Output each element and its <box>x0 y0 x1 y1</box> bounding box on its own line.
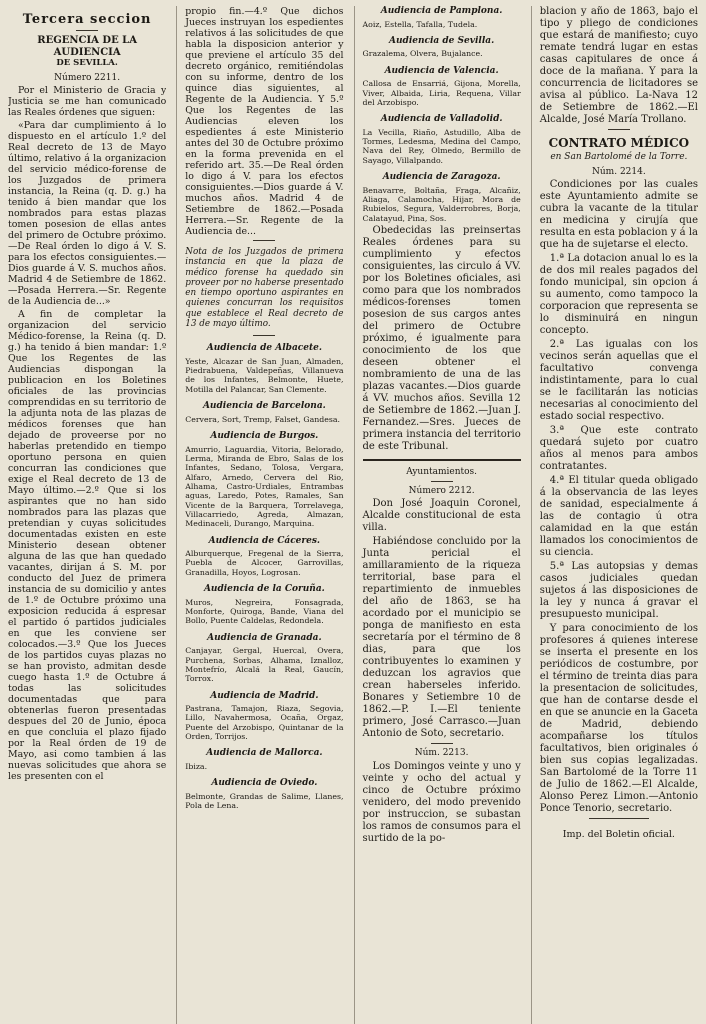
audiencia-places: Grazalema, Olvera, Bujalance. <box>362 49 483 59</box>
notice-number: Núm. 2214. <box>592 166 646 177</box>
audiencia-name: Audiencia de Cáceres. <box>208 535 321 546</box>
audiencia-places: Amurrio, Laguardia, Vitoria, Belorado, Lerma, Miranda de Ebro, Salas de los Infantes, Sedano, Tolosa, Vergara, Alfaro, Arnedo, Cervera del Rio, Alhama, Castro-Urdiales, Entrambas aguas, Laredo, Potes, Ramales, San Vicente de la Barquera, Torrelavega, Villacarriedo, Agreda, Almazan, Medinaceli, Durango, Marquina. <box>185 444 344 529</box>
notice-number: Número 2211. <box>54 72 121 83</box>
audiencia-places: Callosa de Ensarriá, Gijona, Morella, Viver, Albaida, Liria, Requena, Villar del Arzobispo. <box>362 79 521 107</box>
audiencia-name: Audiencia de Zaragoza. <box>382 172 501 183</box>
audiencia-places: Ibiza. <box>185 762 208 771</box>
section-divider <box>363 459 521 461</box>
divider <box>589 818 649 819</box>
audiencia-name: Audiencia de la Coruña. <box>203 584 325 595</box>
audiencia-name: Audiencia de Albacete. <box>206 343 323 354</box>
divider <box>431 743 453 744</box>
audiencia-places: Belmonte, Grandas de Salime, Llanes, Pola de Lena. <box>185 791 344 811</box>
audiencia-places: Alburquerque, Fregenal de la Sierra, Puebla de Alcocer, Garrovillas, Granadilla, Hoyos, Logrosan. <box>185 549 344 577</box>
paragraph: Y para conocimiento de los profesores á quienes interese se inserta el presente en los periódicos de costumbre, por el término de treinta dias para la presentacion de solicitudes, que han de contarse desde el en que se anuncie en la Gaceta de Madrid, debiendo acompañarse los títulos facultativos, bien originales ó bien sus copias legalizadas. San Bartolomé de la Torre 11 de Julio de 1862.—El Alcalde, Alonso Perez Limon.—Antonio Ponce Tenorio, secretario. <box>539 623 698 815</box>
closing-paragraph: Obedecidas las preinsertas Reales órdenes para su cumplimiento y efectos consiguientes, las circulo á VV. por los Boletines oficiales, asi como para que los nombrados médicos-forenses tomen posesion de sus cargos antes del primero de Octubre próximo, é igualmente para conocimiento de los que deseen obtener el nombramiento de una de las plazas vacantes.—Dios guarde á VV. muchos años. Sevilla 12 de Setiembre de 1862.—Juan J. Fernandez.—Sres. Jueces de primera instancia del territorio de este Tribunal. <box>362 225 521 453</box>
regencia-header: REGENCIA DE LA AUDIENCIA <box>37 35 137 58</box>
audiencia-name: Audiencia de Valladolid. <box>380 114 503 125</box>
paragraph: 2.ª Las igualas con los vecinos serán aquellas que el facultativo convenga indistintamente, para lo cual se le facilitarán las noticias necesarias al conocimiento del estado social respectivo. <box>539 339 698 423</box>
audiencia-places: Yeste, Alcazar de San Juan, Almaden, Piedrabuena, Valdepeñas, Villanueva de los Infantes, Belmonte, Huete, Motilla del Palancar, San Clemente. <box>185 356 344 394</box>
notice-number: Número 2212. <box>408 485 475 496</box>
audiencia-places: Pastrana, Tamajon, Riaza, Segovia, Lillo, Navahermosa, Ocaña, Orgaz, Puente del Arzobispo, Quintanar de la Orden, Torrijos. <box>185 704 344 742</box>
audiencia-name: Audiencia de Sevilla. <box>389 35 495 46</box>
divider <box>76 30 98 31</box>
section-title: Tercera seccion <box>22 12 152 27</box>
paragraph: 1.ª La dotacion anual lo es la de dos mil reales pagados del fondo municipal, sin opcion á su aumento, como tampoco la corporacion que representa se lo disminuirá en ningun concepto. <box>539 253 698 337</box>
audiencia-name: Audiencia de Barcelona. <box>202 401 326 412</box>
audiencia-places: La Vecilla, Riaño, Astudillo, Alba de Tormes, Ledesma, Medina del Campo, Nava del Rey, Olmedo, Bermillo de Sayago, Villalpando. <box>362 127 521 165</box>
paragraph: propio fin.—4.º Que dichos Jueces instruyan los espedientes relativos á las solicitudes de que habla la disposicion anterior y que previene el artículo 35 del decreto orgánico, remitiéndolas con su informe, dentro de los quince dias siguientes, al Regente de la Audiencia. Y 5.º Que los Regentes de las Audiencias eleven los espedientes á este Ministerio antes del 30 de Octubre próximo en la forma prevenida en el referido art. 35.—De Real órden lo digo á V. para los efectos consiguientes.—Dios guarde á V. muchos años. Madrid 4 de Setiembre de 1862.—Posada Herrera.—Sr. Regente de la Audiencia de... <box>185 6 344 237</box>
note: Nota de los Juzgados de primera instancia en que la plaza de médico forense ha quedado sin proveer por no haberse presentado en tiempo oportuno aspirantes en quienes concurran los requisitos que establece el Real decreto de 13 de mayo último. <box>185 247 344 329</box>
notice-number: Núm. 2213. <box>414 748 469 759</box>
column-3 <box>354 6 521 1024</box>
paragraph: Don José Joaquin Coronel, Alcalde constitucional de esta villa. <box>362 498 521 534</box>
audiencia-places: Cervera, Sort, Tremp, Falset, Gandesa. <box>185 414 341 424</box>
audiencia-places: Aoiz, Estella, Tafalla, Tudela. <box>362 19 478 29</box>
audiencia-name: Audiencia de Madrid. <box>210 690 319 701</box>
divider <box>253 240 275 241</box>
column-4 <box>531 6 698 1024</box>
paragraph: «Para dar cumplimiento á lo dispuesto en el artículo 1.º del Real decreto de 13 de Mayo último, relativo á la organizacion del servicio médico-forense de los Juzgados de primera instancia, la Reina (q. D. g.) ha tenido á bien mandar que los nombrados para estas plazas tomen posesion de ellas antes del primero de Octubre próximo. —De Real órden lo digo á V. S. para los efectos consiguientes.—Dios guarde á V. S. muchos años. Madrid 4 de Setiembre de 1862.—Posada Herrera.—Sr. Regente de la Audiencia de...» <box>8 120 167 308</box>
paragraph: 3.ª Que este contrato quedará sujeto por cuatro años al menos para ambos contratantes. <box>539 425 698 473</box>
audiencia-name: Audiencia de Mallorca. <box>206 748 323 759</box>
audiencia-places: Muros, Negreira, Fonsagrada, Monforte, Quiroga, Bande, Viana del Bollo, Puente Caldelas, Redondela. <box>185 597 344 626</box>
paragraph: Habiéndose concluido por la Junta pericial el amillaramiento de la riqueza territorial, base para el repartimiento de inmuebles del año de 1863, se ha acordado por el municipio se ponga de manifiesto en esta secretaría por el término de 8 dias, para que los contribuyentes lo examinen y deduzcan los agravios que crean haberseles inferido. Bonares y Setiembre 10 de 1862.—P. I.—El teniente primero, José Carrasco.—Juan Antonio de Soto, secretario. <box>362 536 521 740</box>
contrato-location: en San Bartolomé de la Torre. <box>550 152 688 163</box>
divider <box>431 481 453 482</box>
paragraph: Condiciones por las cuales este Ayuntamiento admite se cubra la vacante de la titular en medicina y cirujía que resulta en esta poblacion y á la que ha de sujetarse el electo. <box>539 179 698 251</box>
divider <box>608 129 630 130</box>
audiencia-name: Audiencia de Burgos. <box>210 431 319 441</box>
imprint: Imp. del Boletin oficial. <box>562 829 675 841</box>
regencia-subheader: DE SEVILLA. <box>56 57 118 68</box>
audiencia-name: Audiencia de Oviedo. <box>211 778 318 789</box>
paragraph: Los Domingos veinte y uno y veinte y ocho del actual y cinco de Octubre próximo venidero, del modo prevenido por instruccion, se subastan los ramos de consumos para el surtido de la po- <box>362 760 521 844</box>
audiencia-name: Audiencia de Pamplona. <box>380 6 503 16</box>
paragraph: 4.ª El titular queda obligado á la observancia de las leyes de sanidad, especialmente á las de contagio ú otra calamidad en la que están llamados los conocimientos de su ciencia. <box>539 475 698 559</box>
ayuntamientos-header: Ayuntamientos. <box>406 467 478 478</box>
audiencia-name: Audiencia de Valencia. <box>384 65 499 76</box>
paragraph: blacion y año de 1863, bajo el tipo y pliego de condiciones que estará de manifiesto; cuyo remate tendrá lugar en estas casas capitulares de once á doce de la mañana. Y para la concurrencia de licitadores se avisa al público. La-Nava 12 de Setiembre de 1862.—El Alcalde, José María Trollano. <box>539 6 698 125</box>
audiencia-places: Canjayar, Gergal, Huercal, Overa, Purchena, Sorbas, Alhama, Iznalloz, Montefrío, Alcalá la Real, Gaucín, Torrox. <box>185 646 344 684</box>
column-2 <box>176 6 343 1024</box>
divider <box>253 335 275 336</box>
audiencia-name: Audiencia de Granada. <box>207 632 322 643</box>
column-1 <box>8 6 166 1024</box>
paragraph: A fin de completar la organizacion del servicio Médico-forense, la Reina (q. D. g.) ha tenido á bien mandar: 1.º Que los Regentes de las Audiencias dispongan la publicacion en los Boletines oficiales de las provincias comprendidas en su territorio de la adjunta nota de las plazas de médicos forenses que han dejado de proveerse por no haberlas pretendido en tiempo oportuno persona en quien concurran las condiciones que exige el Real decreto de 13 de Mayo último.—2.º Que si los aspirantes que no han sido nombrados para las plazas que pretendian y cuyas solicitudes documentadas existen en este Ministerio desean obtener alguna de las que han quedado vacantes, dirijan á S. M. por conducto del Juez de primera instancia de su domicilio y antes de 1.º de Octubre próximo una exposicion reducida á espresar el partido ó partidos judiciales en que les conviene ser colocados.—3.º Que los Jueces de los partidos cuyas plazas no se han provisto, admitan desde cuego hasta 1.º de Octubre á todas las solicitudes documentadas que para obtenerlas fueron presentadas despues del 20 de Junio, época en que concluia el plazo fijado por la Real órden de 19 de Mayo, asi como tambien á las nuevas solicitudes que ahora se les presenten con el <box>8 309 167 783</box>
paragraph: Por el Ministerio de Gracia y Justicia se me han comunicado las Reales órdenes que siguen: <box>8 85 167 119</box>
audiencia-places: Benavarre, Boltaña, Fraga, Alcañiz, Aliaga, Calamocha, Hijar, Mora de Rubielos, Segura, Valderrobres, Borja, Calatayud, Pina, Sos. <box>362 185 521 223</box>
paragraph: 5.ª Las autopsias y demas casos judiciales quedan sujetos á las disposiciones de la ley y nunca á gravar el presupuesto municipal. <box>539 561 698 621</box>
contrato-title: CONTRATO MÉDICO <box>548 136 690 150</box>
